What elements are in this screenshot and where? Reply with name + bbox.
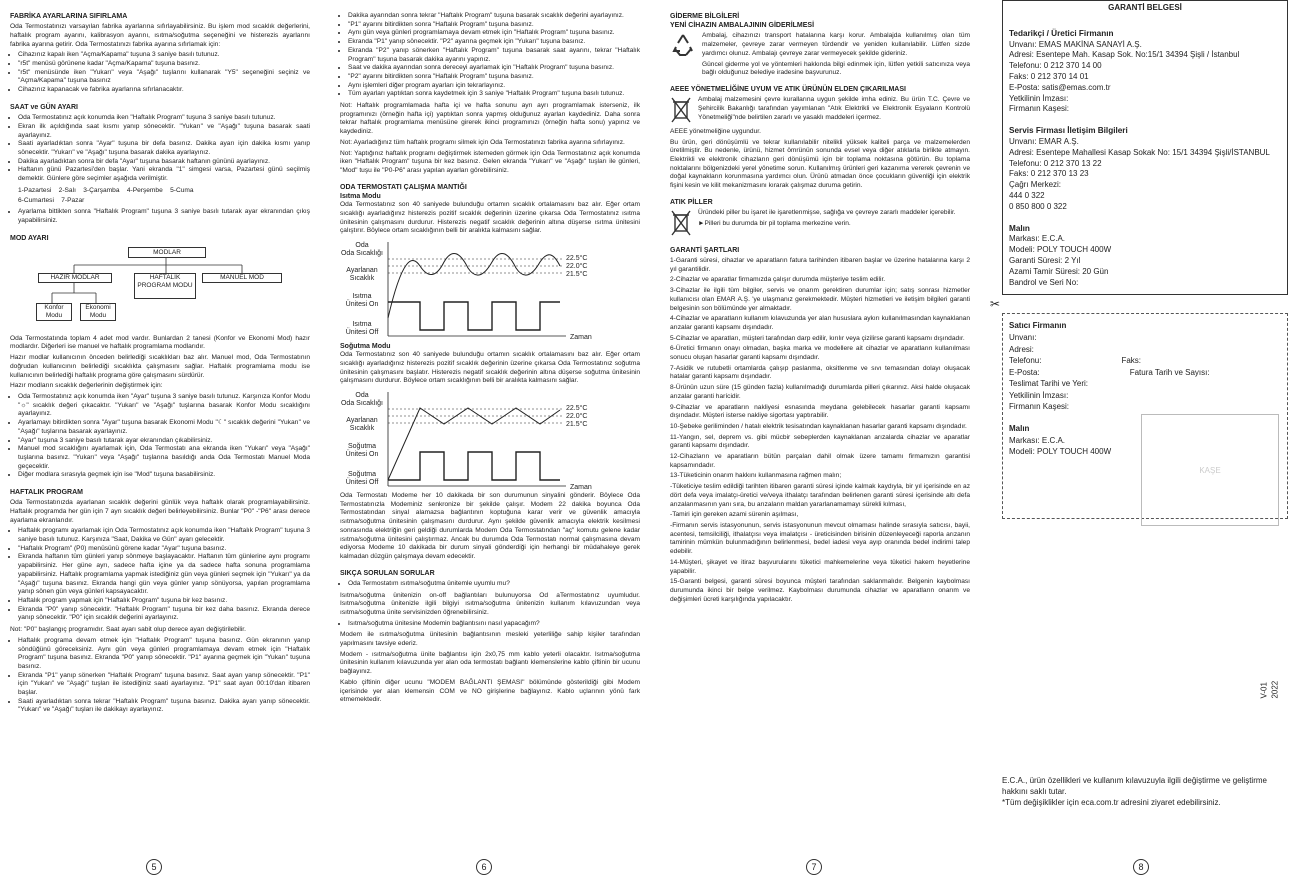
weekly-steps-2	[10, 637, 310, 715]
factory-reset-intro: Oda Termostatınızı varsayılan fabrika ayarlarına sıfırlayabilirsiniz. Bu işlem mod sıcaklık değerlerini, haftalık program ayarını, kalibrasyon ayarını, ısıtma/soğutma seçeneğini ve histerezis ayarlarını fabrika ayarına getirir. Oda Termostatınızı fabrika ayarına sıfırlamak için:	[10, 23, 310, 48]
chart-level-label: 22.5°C	[566, 404, 588, 412]
goods-line: Garanti Süresi: 2 Yıl	[1009, 255, 1081, 265]
packaging-section	[670, 32, 970, 80]
note-1: Not: Haftalık programlamada hafta içi ve hafta sonunu ayrı ayrı programlamak isterseniz, ilk programınızı (örneğin hafta içi) yaptıktan sonra yapmış olduğunuz ayarları kaydediniz. Daha sonra tekrar haftalık programlama menüsüne girerek ikinci programınızı (örneğin hafta sonu) yapınız ve kaydediniz.	[340, 102, 640, 136]
weekly-steps	[10, 527, 310, 623]
service-line: 0 850 800 0 322	[1009, 201, 1067, 211]
list-item: • "Ayar" tuşuna 3 saniye basılı tutarak ayar ekranından çıkabilirsiniz.	[18, 437, 310, 446]
weee-section	[670, 96, 970, 128]
unit-state-line	[388, 452, 560, 480]
list-item: • Ayarlamayı bitirdikten sonra "Ayar" tuşuna basarak Ekonomi Modu "☾" sıcaklık değerini "Yukarı" ve "Aşağı" tuşlarına basarak ayarlayınız.	[18, 419, 310, 436]
chart-xlabel: Zaman	[570, 483, 592, 491]
list-item: • Oda Termostatınız açık konumda iken "Haftalık Program" tuşuna 3 saniye basılı tutunuz.	[18, 114, 310, 123]
goods-2-heading: Malın	[1009, 424, 1030, 434]
heating-chart	[340, 238, 640, 342]
terms-item: 10-Şebeke geriliminden / hatalı elektrik tesisatından kaynaklanan hasarlar garanti kapsamı dışındadır.	[670, 422, 967, 430]
page-number: 7	[806, 859, 822, 875]
chart-unit-off	[346, 471, 379, 486]
mode-steps	[10, 393, 310, 480]
goods-line: Modeli: POLY TOUCH 400W	[1009, 245, 1112, 255]
weee-text-3: Bu ürün, geri dönüşümlü ve tekrar kullanılabilir nitelikli yüksek kaliteli parça ve malzemelerden üretilmiştir. Bu nedenle, ürünü, hizmet ömrünün sonunda evsel veya diğer atıklarla birlikte atmayın. Elektrikli ve elektronik cihazların geri dönüşümü için bir toplama noktasına götürün. Bu toplama noktalarını bölgenizdeki yerel yönetime sorun. Kullanılmış ürünleri geri kazanıma vererek çevrenin ve doğal kaynakların korunmasına yardımcı olun. Ürünü atmadan önce çocukların güvenliği için elektrik fişini kesin ve kilit mekanizmasını kırarak çalışmaz duruma getirin.	[670, 138, 970, 190]
chart-unit-on	[346, 293, 379, 308]
list-item: • Haftalık programa devam etmek için "Haftalık Program" tuşuna basınız. Gün ekranının yanıp söndüğünü göreceksiniz. Aynı gün veya günleri programlamaya devam etmek için "Haftalık Program" tuşuna basınız. Ekranda "P0" yanıp sönecektir. "P1" ayarına geçmek için "Yukarı" tuşuna basınız.	[18, 637, 310, 672]
stamp-area: KAŞE	[1141, 414, 1279, 526]
service-heading: Servis Firması İletişim Bilgileri	[1009, 126, 1128, 136]
chart-unit-on	[346, 443, 379, 458]
goods-heading: Malın	[1009, 223, 1030, 233]
service-line: Unvanı: EMAR A.Ş.	[1009, 136, 1079, 146]
battery-text: Üründeki piller bu işaret ile işaretlenmişse, sağlığa ve çevreye zararlı maddeler içerebilir.	[698, 209, 956, 217]
logic-heading: ODA TERMOSTATI ÇALIŞMA MANTIĞI	[340, 183, 467, 191]
supplier-line: Faks: 0 212 370 14 01	[1009, 71, 1089, 81]
list-item: • "Haftalık Program" (P0) menüsünü görene kadar "Ayar" tuşuna basınız.	[18, 545, 310, 554]
list-item: • Ekranda "P0" yanıp sönecektir. "Haftalık Program" tuşuna bir kez daha basınız. Ekranda derece yanıp sönecektir. "P0" için sıcaklık değerini ayarlayınız.	[18, 606, 310, 623]
goods-2-line: Modeli: POLY TOUCH 400W	[1009, 447, 1112, 457]
days-line-2: 6-Cumartesi 7-Pazar	[18, 197, 85, 205]
supplier-line: E-Posta: satis@emas.com.tr	[1009, 82, 1111, 92]
clock-heading: SAAT ve GÜN AYARI	[10, 103, 78, 111]
diagram-node-weekly: HAFTALIK PROGRAM MODU	[134, 273, 196, 299]
chart-unit-off-line2: Ünitesi Off	[345, 328, 379, 336]
seller-email-label: E-Posta:	[1009, 367, 1040, 377]
service-line: Telefonu: 0 212 370 13 22	[1009, 158, 1102, 168]
weee-text-2: AEEE yönetmeliğine uygundur.	[670, 127, 761, 135]
chart-level-label: 21.5°C	[566, 420, 588, 428]
service-line: 444 0 322	[1009, 190, 1045, 200]
mode-diagram	[10, 245, 310, 331]
weee-text: Ambalaj malzemesini çevre kurallarına uygun şekilde imha ediniz. Bu ürün T.C. Çevre ve Şehircilik Bakanlığı tarafından yayımlanan "Atık Elektrikli ve Elektronik Eşyaların Kontrolü Yönetmeliği"nde belirtilen zararlı ve yasaklı maddeleri içermez.	[698, 96, 970, 121]
version-code: V-01 2022	[1259, 680, 1279, 699]
weekly-intro: Oda Termostatınızda ayarlanan sıcaklık değerini günlük veya haftalık olarak programlayabilirsiniz. Haftalık programda her gün için 7 ayrı sıcaklık değeri belirleyebilirsiniz. Bunlar "P0" -"P6" arası derece ayarlama ekranlarıdır.	[10, 499, 310, 524]
list-item: • Dakika ayarladıktan sonra bir defa "Ayar" tuşuna basarak haftanın gününü ayarlayınız.	[18, 158, 310, 167]
list-item: • Cihazınız kapanacak ve fabrika ayarlarına sıfırlanacaktır.	[18, 86, 310, 95]
weekly-heading: HAFTALIK PROGRAM	[10, 489, 83, 497]
page-number: 8	[1133, 859, 1149, 875]
list-item: • Saati ayarladıktan sonra "Ayar" tuşuna bir defa basınız. Dakika ayarı için dakika kısmı yanıp sönecektir. "Yukarı" ve "Aşağı" tuşuna basarak dakika ayarlayınız.	[18, 140, 310, 157]
supplier-line: Unvanı: EMAS MAKİNA SANAYİ A.Ş.	[1009, 39, 1142, 49]
supplier-heading: Tedarikçi / Üretici Firmanın	[1009, 28, 1114, 38]
temperature-curve	[388, 408, 560, 480]
terms-item: 12-Cihazların ve aparatların bütün parçaları dahil olmak üzere tamamı firmamızın garantisi kapsamındadır.	[670, 453, 970, 469]
seller-section	[1002, 313, 1288, 519]
note-2: Not: Ayarladığınız tüm haftalık programı silmek için Oda Termostatınızı fabrika ayarına sıfırlayınız.	[340, 138, 625, 146]
terms-item: 13-Tüketicinin onarım hakkını kullanmasına rağmen malın;	[670, 472, 842, 480]
footer-notes	[1002, 776, 1288, 808]
heat-mode-text: Oda Termostatınız son 40 saniyede bulunduğu ortamın sıcaklık ortalamasını baz alır. Eğer ortam sıcaklığı ayarladığınız histerezis pozitif sıcaklık değerinin üzerine çıkarsa Oda Termostatınız ısıtma ünitesinin çalışmasını durdurur. Histerezis negatif sıcaklık değerinin altına düşerse ısıtma ünitesini çalıştırır. Böylece ortam sıcaklığının belli bir aralıkta kalmasını sağlar.	[340, 201, 640, 235]
faq-list-2	[340, 620, 640, 629]
list-item: • Haftanın günü Pazartesi'den başlar. Yani ekranda "1" simgesi varsa, Pazartesi günü seçilmiş demektir. Günlere göre seçimler aşağıda verilmiştir.	[18, 166, 310, 183]
warranty-certificate	[1002, 0, 1288, 295]
list-item: • "r5t" menüsü görünene kadar "Açma/Kapama" tuşuna basınız.	[18, 60, 310, 69]
terms-item: -Firmanın servis istasyonunun, servis istasyonunun mevcut olmaması halinde sırasıyla satıcısı, bayii, acentesi, temsilciliği, ithalatçısı veya imalatçısı - üreticisinden birisinin düzenleyeceği raporla arızanın tamirinin mümkün bulunmadığının belirlenmesi, bedel iadesi veya ayıp oranında bedel indirimi talep edebilir.	[670, 522, 970, 556]
terms-item: 11-Yangın, sel, deprem vs. gibi mücbir sebeplerden kaynaklanan arızalarda cihazlar ve aparatlar garanti kapsamı dışındadır.	[670, 433, 970, 450]
list-item: • Ekranda haftanın tüm günleri yanıp sönmeye başlayacaktır. Haftanın tüm günlerine aynı programı yapabilirsiniz. Her güne ayrı, sadece hafta içine ya da sadece hafta sonuna programlama yapabilirsiniz. Haftalık programlama yapmak istediğiniz gün veya günleri seçmek için "Yukarı" ya da "Aşağı" tuşuna basınız. Ekranda hangi gün veya günler yanıp sönüyorsa, yapılan programlama yanıp sönen gün veya günleri kapsayacaktır.	[18, 553, 310, 597]
chart-set-label-line1: Ayarlanan	[346, 266, 378, 274]
page-6-column	[340, 12, 640, 852]
terms-item: 4-Cihazlar ve aparatların kullanım kılavuzunda yer alan hususlara aykırı kullanılmasından kaynaklanan arızalar garanti kapsamı dışındadır.	[670, 315, 970, 331]
terms-item: 6-Üretici firmanın onayı olmadan, başka marka ve modellere ait cihazlar ve aparatların kullanılması sonucu oluşan hasarlar garanti kapsamı dışındadır.	[670, 345, 970, 362]
supplier-line: Telefonu: 0 212 370 14 00	[1009, 61, 1102, 71]
diagram-node-preset: HAZIR MODLAR	[38, 273, 112, 283]
chart-unit-off-line2: Ünitesi Off	[345, 478, 379, 486]
mode-paragraph-2: Hazır modlar kullanıcının önceden belirlediği sıcaklıkları baz alır. Manuel mod, Oda Termostatının doğrudan kullanıcının belirlediği sıcaklıkta çalışmasını sağlar. Haftalık programlama modu ise kullanıcının belirlediği haftalık programa göre çalışmasını sürdürür.	[10, 354, 310, 379]
crossed-bin-icon	[670, 209, 692, 241]
seller-line: Adresi:	[1009, 344, 1034, 354]
terms-item: 9-Cihazlar ve aparatların nakliyesi esnasında meydana gelebilecek hasarlar garanti kapsamı dışındadır. Müşteri isterse nakliye sigortası yaptırabilir.	[670, 403, 970, 420]
battery-section	[670, 209, 970, 241]
chart-ylabel-line1: Oda	[355, 241, 369, 249]
mode-paragraph-3: Hazır modların sıcaklık değerlerinin değiştirmek için:	[10, 382, 163, 390]
factory-reset-steps	[10, 51, 310, 95]
days-line-1: 1-Pazartesi 2-Salı 3-Çarşamba 4-Perşembe 5-Cuma	[18, 186, 194, 194]
faq-list	[340, 580, 640, 589]
packaging-heading: YENİ CİHAZIN AMBALAJININ GİDERİLMESİ	[670, 22, 815, 30]
chart-set-label-line2: Sıcaklık	[349, 274, 375, 282]
chart-unit-on-line2: Ünitesi On	[345, 450, 379, 458]
page-7-column	[670, 12, 970, 852]
supplier-line: Yetkilinin İmzası:	[1009, 93, 1069, 103]
recycle-icon	[670, 32, 696, 80]
chart-unit-off	[346, 321, 379, 336]
cut-line-row	[990, 295, 1288, 313]
seller-phone-label: Telefonu:	[1009, 356, 1042, 366]
battery-heading: ATIK PİLLER	[670, 198, 713, 206]
service-line: Faks: 0 212 370 13 23	[1009, 169, 1089, 179]
weee-heading: AEEE YÖNETMELİĞİNE UYUM VE ATIK ÜRÜNÜN ELDEN ÇIKARILMASI	[670, 85, 906, 93]
page-number: 6	[476, 859, 492, 875]
faq-question: • Oda Termostatım ısıtma/soğutma ünitemle uyumlu mu?	[348, 580, 640, 589]
chart-ylabel-line1: Oda	[355, 391, 369, 399]
list-item: • Haftalık program yapmak için "Haftalık Program" tuşuna bir kez basınız.	[18, 597, 310, 606]
seller-line: Yetkilinin İmzası:	[1009, 390, 1069, 400]
cooling-chart	[340, 388, 640, 492]
list-item: • Ayarlama bittikten sonra "Haftalık Program" tuşuna 3 saniye basılı tutarak ayar ekranından çıkış yapabilirsiniz.	[18, 208, 310, 225]
goods-2-line: Markası: E.C.A.	[1009, 435, 1066, 445]
seller-line	[1009, 367, 1281, 379]
list-item: • Ekranda "P2" yanıp sönerken "Haftalık Program" tuşuna basarak saat ayarını, tekrar "Haftalık Program" tuşuna basarak dakika ayarını yapınız.	[348, 47, 640, 64]
diagram-node-economy: Ekonomi Modu	[80, 303, 116, 321]
chart-ylabel: Oda Sıcaklığı	[340, 399, 384, 407]
seller-line: Teslimat Tarihi ve Yeri:	[1009, 379, 1088, 389]
chart-set-label-line1: Ayarlanan	[346, 416, 378, 424]
chart-xlabel: Zaman	[570, 333, 592, 341]
goods-line: Azami Tamir Süresi: 20 Gün	[1009, 266, 1109, 276]
diagram-node-manual: MANUEL MOD	[202, 273, 282, 283]
cool-mode-text: Oda Termostatınız son 40 saniyede bulunduğu ortamın sıcaklık ortalamasını baz alır. Eğer ortam sıcaklığı ayarladığınız histerezis pozitif sıcaklık değerinin üzerine çıkarsa Oda Termostatınız soğutma ünitesinin çalışmasını başlatır. Histerezis negatif sıcaklık değerinin altına düşerse soğutma ünitesinin çalışmasını durdurur. Böylece ortam sıcaklığının belli bir aralıkta kalmasını sağlar.	[340, 351, 640, 385]
warranty-title: GARANTİ BELGESİ	[1108, 3, 1182, 12]
list-item: • Oda Termostatınız açık konumda iken "Ayar" tuşuna 3 saniye basılı tutunuz. Karşınıza Konfor Modu "☼" sıcaklık değeri çıkacaktır. "Yukarı" ve "Aşağı" tuşlarına basarak Konfor Modu sıcaklığını ayarlayınız.	[18, 393, 310, 419]
mode-heading: MOD AYARI	[10, 234, 49, 242]
chart-unit-on-line1: Isıtma	[352, 292, 372, 300]
terms-item: 1-Garanti süresi, cihazlar ve aparatların fatura tarihinden itibaren başlar ve üzerine hatalarına karşı 2 yıl garantilidir.	[670, 257, 970, 273]
chart-level-label: 22.5°C	[566, 254, 588, 262]
terms-item: 8-Ürünün uzun süre (15 günden fazla) kullanılmadığı durumlarda pilleri çıkarınız. Aksi halde oluşacak arızalar garanti harícidir.	[670, 384, 970, 400]
terms-item: 2-Cihazlar ve aparatlar firmamızda çalışır durumda müşteriye teslim edilir.	[670, 276, 886, 284]
battery-text-2: ►Pilleri bu durumda bir pil toplama merkezine verin.	[698, 219, 851, 227]
terms-item: 7-Asidik ve rutubetli ortamlarda çalışıp paslanma, oksitlenme ve sıvı temasından dolayı oluşacak hatalar garanti kapsamı dışındadır.	[670, 364, 970, 381]
chart-set-label	[346, 417, 378, 432]
terms-item: 5-Cihazlar ve aparatları, müşteri tarafından darp edilir, kırılır veya çizilirse garanti kapsamı dışındadır.	[670, 334, 965, 342]
list-item: • Manuel mod sıcaklığını ayarlamak için, Oda Termostatı ana ekranda iken "Yukarı" veya "Aşağı" tuşlarına basınız. "Yukarı" veya "Aşağı" tuşlarına basıldığı anda Oda Termostatı Manuel Moda geçecektir.	[18, 445, 310, 471]
weekly-note: Not: "P0" başlangıç programıdır. Saat ayarı sabit olup derece ayarı değiştirilebilir.	[10, 626, 246, 634]
goods-line: Markası: E.C.A.	[1009, 234, 1066, 244]
chart-unit-off-line1: Isıtma	[352, 320, 372, 328]
chart-ylabel: Oda Sıcaklığı	[340, 249, 384, 257]
heat-mode-heading: Isıtma Modu	[340, 192, 381, 200]
page-number: 5	[146, 859, 162, 875]
faq-answer: Isıtma/soğutma ünitenizin on-off bağlantıları bulunuyorsa Od aTermostatınız uyumludur. Isıtma/soğutma ünitenizle ilgili bilgiyi ısıtma/soğutma ünitenizin kullanım kılavuzundan veya ısıtma/soğutma ünite servisinizden öğrenebilirsiniz.	[340, 591, 640, 616]
list-item: • Ekran ilk açıldığında saat kısmı yanıp sönecektir. "Yukarı" ve "Aşağı" tuşuna basarak saati ayarlayınız.	[18, 123, 310, 140]
seller-fax-label: Faks:	[1121, 356, 1142, 366]
diagram-node-modes: MODLAR	[128, 247, 206, 258]
page-8-column	[990, 0, 1288, 830]
scissors-icon: ✂	[990, 297, 1001, 312]
service-line: Adresi: Esentepe Mahallesi Kasap Sokak No: 15/1 34394 Şişli/İSTANBUL	[1009, 147, 1270, 157]
seller-line: Firmanın Kaşesi:	[1009, 402, 1070, 412]
temperature-curve	[388, 253, 560, 318]
terms-list	[670, 257, 970, 604]
list-item: • "P2" ayarını bitirdikten sonra "Haftalık Program" tuşuna basınız.	[348, 73, 640, 82]
chart-unit-on-line1: Soğutma	[347, 442, 377, 450]
faq-answer: Modem - ısıtma/soğutma ünite bağlantısı için 2x0,75 mm kablo yeterli olacaktır. Isıtma/soğutma ünitesinin kullanım kılavuzunda yer alan oda termostatı bağlantı klemenslerine kablo çiftinin bir ucunu bağlayınız.	[340, 650, 640, 676]
list-item: • Aynı gün veya günleri programlamaya devam etmek için "Haftalık Program" tuşuna basınız.	[348, 29, 640, 38]
terms-item: 15-Garanti belgesi, garanti süresi boyunca müşteri tarafından saklanmalıdır. Belgenin kaybolması durumunda ikinci bir belge verilmez. Kaybolması durumunda cihazlar ve aparatların onarım ve değişimleri ücreti karşılığında yapılacaktır.	[670, 578, 970, 603]
list-item: • Cihazınız kapalı iken "Açma/Kapama" tuşuna 3 saniye basılı tutunuz.	[18, 51, 310, 60]
chart-unit-off-line1: Soğutma	[347, 470, 377, 478]
goods-line: Bandrol ve Seri No:	[1009, 277, 1079, 287]
terms-item: -Tüketiciye teslim edildiği tarihten itibaren garanti süresi içinde kalmak kaydıyla, bir yıl içerisinde en az dört defa veya imalatçı-üretici ve/veya ithalatçı tarafından belirlenen garanti süresi içerisinde altı defa arızalanmasının yanı sıra, bu arızaların maldan yararlanamamayı sürekli kılması,	[670, 483, 970, 508]
supplier-line: Adresi: Esentepe Mah. Kasap Sok. No:15/1 34394 Şişli / İstanbul	[1009, 50, 1240, 60]
weekly-steps-cont	[340, 12, 640, 99]
list-item: • Diğer modlara sırasıyla geçmek için ise "Mod" tuşuna basabilirsiniz.	[18, 471, 310, 480]
list-item: • Dakika ayarından sonra tekrar "Haftalık Program" tuşuna basarak sıcaklık değerini ayarlayınız.	[348, 12, 640, 21]
terms-item: -Tamiri için gereken azami sürenin aşılması,	[670, 511, 799, 519]
mode-paragraph-1: Oda Termostatında toplam 4 adet mod vardır. Bunlardan 2 tanesi (Konfor ve Ekonomi Mod) hazır modlardır. Diğerleri ise manuel ve haftalık programlama modlarıdır.	[10, 334, 310, 351]
modem-text: Oda Termostatı Modeme her 10 dakikada bir son durumunun sinyalini gönderir. Böylece Oda Termostatınızla Modeminiz senkronize bir şekilde çalışır. Modem 22 dakika boyunca Oda Termostatından sinyal alamazsa bağlantının koptuğuna karar verir ve güvenlik amacıyla ısıtma/soğutma ünitesinin çalışmasını durdurur. Aynı şekilde güvenlik amacıyla elektrik kesilmesi sonrasında elektriğin geri geldiği durumlarda Modem Oda Termostatından "aç" komutu gelene kadar ısıtma/soğutma ünitesini çalıştırmaz. Ancak bu durumda Oda Termostatı normal çalışmasına devam ediyorsa Modeme 10 dakikada bir durum sinyali gönderdiği için herhangi bir müdahaleye gerek kalmadan düzgün çalışmaya devam edecektir.	[340, 491, 640, 560]
list-item: • Ekranda "P1" yanıp sönecektir. "P2" ayarına geçmek için "Yukarı" tuşuna basınız.	[348, 38, 640, 47]
service-line: Çağrı Merkezi:	[1009, 180, 1062, 190]
list-item: • "r5t" menüsünde iken "Yukarı" veya "Aşağı" tuşlarını kullanarak "Y5" seçeneğini seçiniz ve "Açma/Kapama" tuşuna basınız	[18, 69, 310, 86]
note-3: Not: Yaptığınız haftalık programı değiştirmek istemeden görmek için Oda Termostatınız açık konumda iken "Haftalık Program" tuşuna bir kez basınız. Gelen ekranda "Yukarı" ve "Aşağı" tuşları ile günleri, "Mod" tuşu ile "P0-P6" arası yapılan ayarları görebilirsiniz.	[340, 149, 640, 174]
terms-item: 3-Cihazlar ile ilgili tüm bilgiler, servis ve onarım gerektiren durumlar için; satış sonrası hizmetler kullanıcısı olan EMAR A.Ş. 'ye ulaşmanız gerekmektedir. Müşteri hizmetleri ve iletişim bilgileri garanti belgesinin son bölümünde yer almaktadır.	[670, 287, 970, 312]
list-item: • Saat ve dakika ayarından sonra dereceyi ayarlamak için "Haftalık Program" tuşuna basınız.	[348, 64, 640, 73]
packaging-text: Ambalaj, cihazınızı transport hatalarına karşı korur. Ambalajda kullanılmış olan tüm malzemeler, çevreye zarar vermeyen türdendir ve yeniden kullanılabilir. Lütfen sizde yardımcı olunuz. Ambalajı çevreye zarar vermeyecek şekilde gideriniz.	[702, 32, 970, 57]
faq-answer: Modem ile ısıtma/soğutma ünitesinin bağlantısının mesleki yeterliliğe sahip kişiler tarafından yapılmasını tavsiye ederiz.	[340, 631, 640, 648]
faq-heading: SIKÇA SORULAN SORULAR	[340, 569, 435, 577]
unit-state-line	[388, 302, 560, 330]
list-item: • Saati ayarladıktan sonra tekrar "Haftalık Program" tuşuna basınız. Dakika ayarı yanıp sönecektir. "Yukarı" ve "Aşağı" tuşları ile dakikayı ayarlayınız.	[18, 698, 310, 715]
seller-line: Unvanı:	[1009, 332, 1037, 342]
chart-unit-on-line2: Ünitesi On	[345, 300, 379, 308]
seller-heading: Satıcı Firmanın	[1009, 321, 1067, 331]
list-item: • Tüm ayarları yaptıktan sonra kaydetmek için 3 saniye "Haftalık Program" tuşuna basılı tutunuz.	[348, 90, 640, 99]
chart-set-label-line2: Sıcaklık	[349, 424, 375, 432]
footer-note: E.C.A., ürün özellikleri ve kullanım kılavuzuyla ilgili değiştirme ve geliştirme hakkını saklı tutar.	[1002, 776, 1267, 796]
chart-set-label	[346, 267, 378, 282]
list-item: • Aynı işlemleri diğer program ayarları için tekrarlayınız.	[348, 82, 640, 91]
footer-note: *Tüm değişiklikler için eca.com.tr adresini ziyaret edebilirsiniz.	[1002, 797, 1221, 807]
clock-last	[10, 208, 310, 225]
seller-line	[1009, 355, 1281, 367]
terms-item: 14-Müşteri, şikayet ve itiraz başvurularını tüketici mahkemelerine veya tüketici hakem heyetlerine yapabilir.	[670, 558, 970, 575]
disposal-heading: GİDERME BİLGİLERİ	[670, 13, 740, 20]
list-item: • "P1" ayarını bitirdikten sonra "Haftalık Program" tuşuna basınız.	[348, 21, 640, 30]
page-5-column	[10, 12, 310, 852]
terms-heading: GARANTİ ŞARTLARI	[670, 246, 740, 254]
chart-level-label: 22.0°C	[566, 412, 588, 420]
chart-level-label: 21.5°C	[566, 270, 588, 278]
packaging-text-2: Güncel giderme yol ve yöntemleri hakkında bilgi edinmek için, lütfen yetkili satıcınıza veya bağlı olduğunuz belediye iradesine başvurunuz.	[702, 60, 970, 77]
cool-mode-heading: Soğutma Modu	[340, 342, 391, 350]
seller-invoice-label: Fatura Tarih ve Sayısı:	[1129, 367, 1210, 377]
supplier-line: Firmanın Kaşesi:	[1009, 104, 1070, 114]
factory-reset-heading: FABRİKA AYARLARINA SIFIRLAMA	[10, 13, 128, 20]
faq-answer: Kablo çiftinin diğer ucunu "MODEM BAĞLANTI ŞEMASI" bölümünde gösterildiği gibi Modem içerisinde yer alan klemensin COM ve NO girişlerine bağlayınız. Kablo uçlarının yönü fark etmemektedir.	[340, 678, 640, 704]
list-item: • Ekranda "P1" yanıp sönerken "Haftalık Program" tuşuna basınız. Saat ayarı yanıp sönecektir. "P1" için "Yukarı" ve "Aşağı" tuşları ile istediğiniz saati ayarlayınız. "P1" saat ayarı 00:10'dan itibaren başlar.	[18, 672, 310, 698]
diagram-node-comfort: Konfor Modu	[36, 303, 72, 321]
chart-level-label: 22.0°C	[566, 262, 588, 270]
faq-question: • Isıtma/soğutma ünitesine Modemin bağlantısını nasıl yapacağım?	[348, 620, 640, 629]
crossed-bin-icon	[670, 96, 692, 128]
clock-steps	[10, 114, 310, 184]
list-item: • Haftalık programı ayarlamak için Oda Termostatınız açık konumda iken "Haftalık Program" tuşuna 3 saniye basılı tutunuz. Karşınıza "Saat, Dakika ve Gün" ayarı gelecektir.	[18, 527, 310, 544]
